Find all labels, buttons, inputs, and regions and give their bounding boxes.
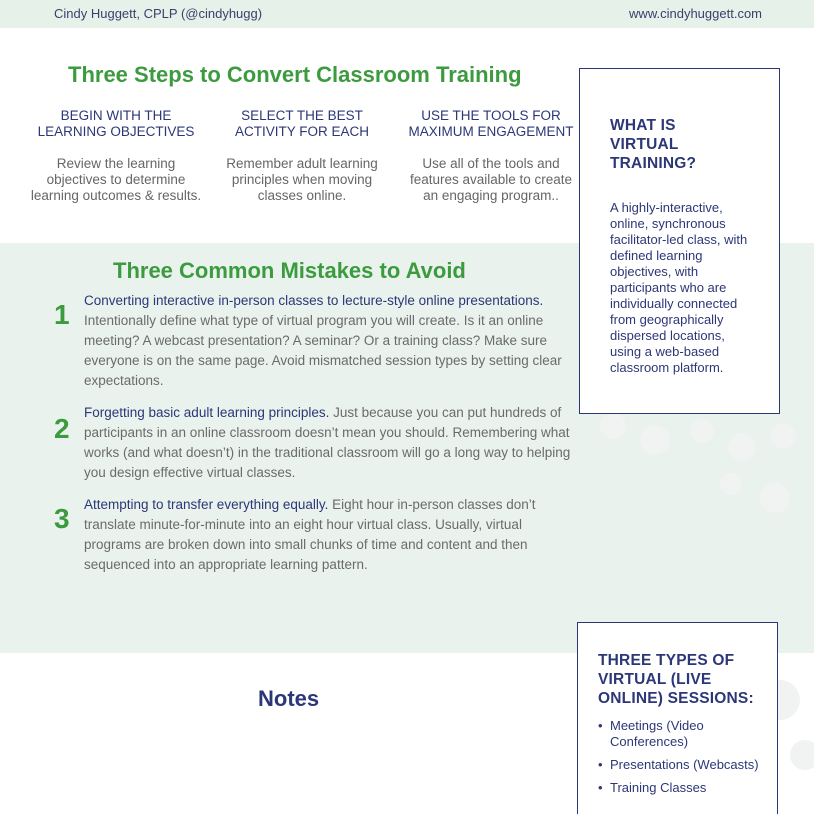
step-heading-line: BEGIN WITH THE — [60, 108, 172, 123]
step-heading — [404, 108, 578, 156]
step-body-line: classes online. — [257, 188, 347, 203]
decorative-dot — [600, 413, 626, 439]
what-is-title: WHAT IS VIRTUAL TRAINING? — [610, 117, 697, 172]
step-heading — [216, 108, 388, 156]
step-heading — [30, 108, 202, 156]
mistake-text — [84, 495, 574, 575]
list-item — [598, 757, 769, 773]
what-is-virtual-training-box — [579, 68, 780, 414]
list-item — [598, 780, 769, 796]
mistake-lead: Attempting to transfer everything equally. — [84, 497, 329, 512]
step-body-line: Review the learning — [56, 156, 176, 171]
step-body-line: features available to create — [409, 172, 573, 187]
header-bar — [0, 0, 814, 28]
step-heading-line: MAXIMUM ENGAGEMENT — [408, 124, 574, 139]
decorative-dot — [640, 425, 670, 455]
session-types-box — [577, 622, 778, 814]
decorative-dot — [690, 419, 714, 443]
mistake-text — [84, 291, 574, 391]
bullet-icon: • — [598, 718, 603, 733]
author-credit: Cindy Huggett, CPLP (@cindyhugg) — [54, 6, 263, 21]
mistake-text — [84, 403, 574, 483]
step-body — [30, 156, 202, 204]
session-types-list — [598, 718, 769, 796]
step-body-line: objectives to determine — [46, 172, 186, 187]
step-column-3 — [404, 108, 578, 204]
step-heading-line: USE THE TOOLS FOR — [421, 108, 561, 123]
decorative-dot — [720, 473, 742, 495]
website-link[interactable]: www.cindyhuggett.com — [629, 6, 762, 21]
session-types-title: THREE TYPES OF VIRTUAL (LIVE ONLINE) SESSIONS: — [598, 652, 754, 707]
list-item-label: Training Classes — [610, 780, 707, 795]
mistakes-title: Three Common Mistakes to Avoid — [113, 258, 466, 283]
mistake-item-1 — [54, 291, 574, 391]
decorative-dot — [728, 433, 756, 461]
step-body-line: an engaging program.. — [423, 188, 559, 203]
step-body-line: Use all of the tools and — [422, 156, 560, 171]
notes-title: Notes — [258, 686, 320, 711]
decorative-dot — [790, 740, 814, 770]
list-item-label: Presentations (Webcasts) — [610, 757, 759, 772]
step-heading-line: SELECT THE BEST — [241, 108, 363, 123]
step-body-line: Remember adult learning — [226, 156, 378, 171]
mistake-body: Eight hour in-person classes don’t translate minute-for-minute into an eight hour virtual class. Usually, virtual programs are broken down into small chunks of time and content and then sequenced into an appropriate learning pattern. — [84, 497, 536, 572]
list-item-label: Meetings (Video Conferences) — [610, 718, 704, 749]
step-heading-line: LEARNING OBJECTIVES — [37, 124, 195, 139]
mistake-item-3 — [54, 495, 574, 575]
mistake-item-2 — [54, 403, 574, 483]
list-item — [598, 718, 769, 750]
step-column-2 — [216, 108, 388, 204]
mistake-body: Just because you can put hundreds of participants in an online classroom doesn’t mean you should. Remembering what works (and what doesn’t) in the traditional classroom will go a long way to helping you design effective virtual classes. — [84, 405, 571, 480]
step-body — [404, 156, 578, 204]
step-body — [216, 156, 388, 204]
mistake-body: Intentionally define what type of virtual program you will create. Is it an online meeting? A webcast presentation? A seminar? Or a training class? Make sure everyone is on the same page. Avoid mismatched session types by setting clear expectations. — [84, 313, 562, 388]
bullet-icon: • — [598, 780, 603, 795]
bullet-icon: • — [598, 757, 603, 772]
steps-title: Three Steps to Convert Classroom Training — [68, 62, 522, 87]
step-body-line: principles when moving — [231, 172, 373, 187]
mistake-lead: Converting interactive in-person classes to lecture-style online presentations. — [84, 293, 544, 308]
mistake-number: 3 — [54, 503, 70, 534]
decorative-dot — [760, 483, 790, 513]
decorative-dot — [770, 423, 796, 449]
step-heading-line: ACTIVITY FOR EACH — [234, 124, 370, 139]
mistake-number: 2 — [54, 413, 70, 444]
mistake-number: 1 — [54, 299, 70, 330]
mistake-lead: Forgetting basic adult learning principles. — [84, 405, 330, 420]
what-is-definition: A highly-interactive, online, synchronous facilitator-led class, with defined learning objectives, with participants who are individually connected from geographically dispersed locations, using a web-based classroom platform. — [610, 200, 748, 375]
step-body-line: learning outcomes & results. — [30, 188, 202, 203]
step-column-1 — [30, 108, 202, 204]
